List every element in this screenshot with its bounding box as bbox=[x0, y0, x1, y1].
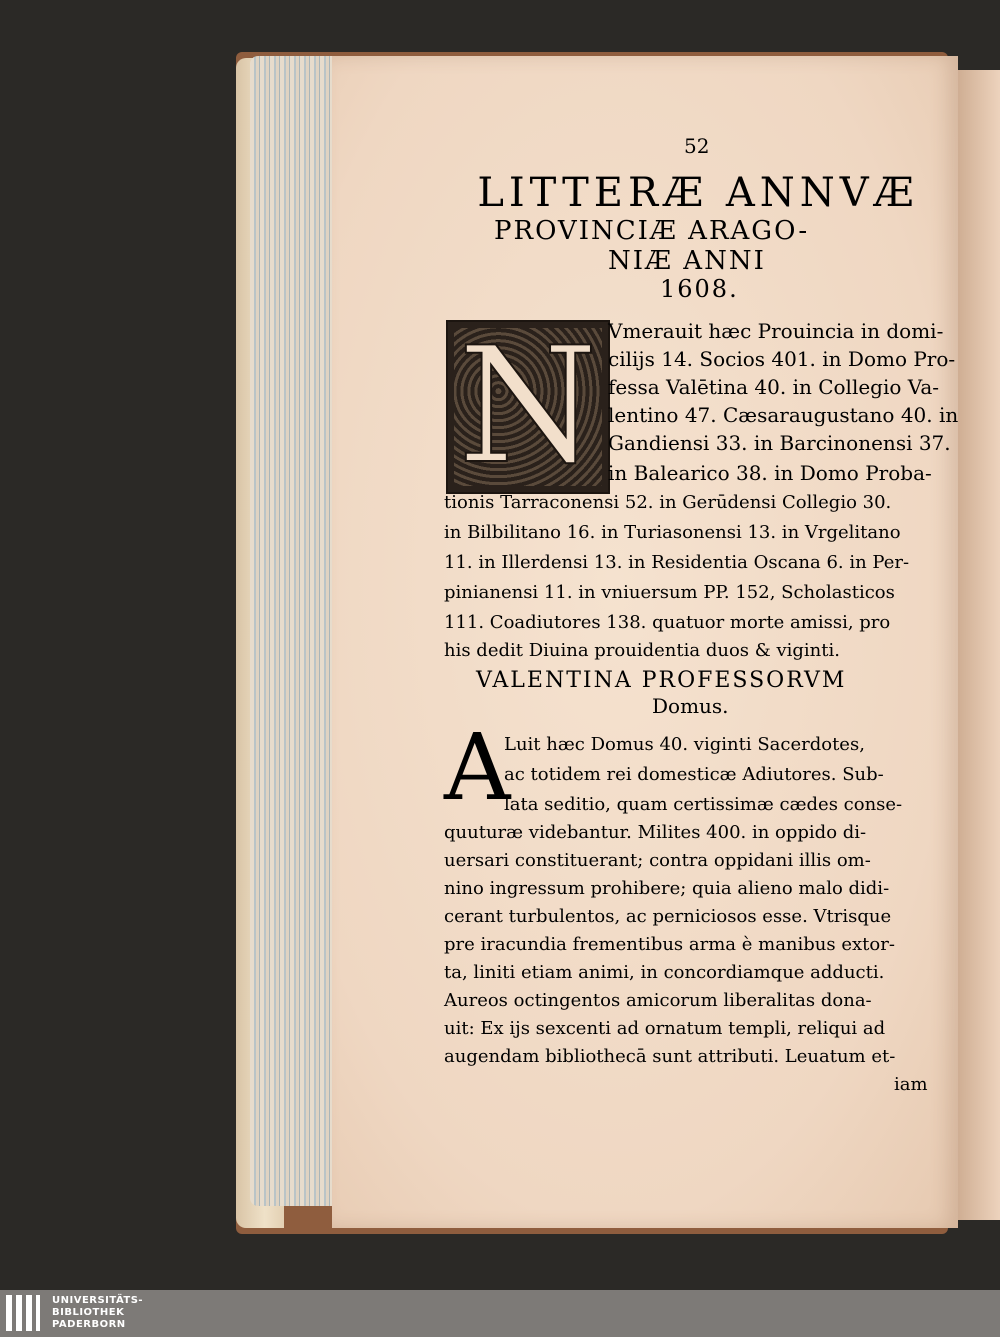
text-line: pre iracundia frementibus arma è manibus extor- bbox=[444, 934, 895, 955]
section-heading: VALENTINA PROFESSORVM bbox=[476, 668, 847, 693]
ornamental-drop-cap bbox=[446, 312, 610, 499]
text-line: 11. in Illerdensi 13. in Residentia Oscana 6. in Per- bbox=[444, 552, 910, 573]
section-heading-sub: Domus. bbox=[652, 694, 729, 718]
text-line: ta, liniti etiam animi, in concordiamque adducti. bbox=[444, 962, 885, 983]
title-line-1: LITTERÆ ANNVÆ bbox=[477, 170, 919, 216]
drop-cap-letter: N bbox=[458, 312, 598, 499]
page-number: 52 bbox=[684, 134, 710, 158]
text-line: Aureos octingentos amicorum liberalitas dona- bbox=[444, 990, 872, 1011]
text-line: in Balearico 38. in Domo Proba- bbox=[608, 461, 932, 485]
title-line-4: 1608. bbox=[660, 275, 739, 303]
text-line: Vmerauit hæc Prouincia in domi- bbox=[608, 319, 944, 343]
text-line: cerant turbulentos, ac perniciosos esse. Vtrisque bbox=[444, 906, 892, 927]
library-logo-text bbox=[52, 1295, 143, 1331]
text-line: quuturæ videbantur. Milites 400. in oppido di- bbox=[444, 822, 867, 843]
title-line-3: NIÆ ANNI bbox=[608, 246, 766, 276]
text-line: pinianensi 11. in vniuersum PP. 152, Scholasticos bbox=[444, 582, 895, 603]
text-line: cilijs 14. Socios 401. in Domo Pro- bbox=[608, 347, 956, 371]
catchword: iam bbox=[894, 1074, 928, 1095]
text-line: tionis Tarraconensi 52. in Gerūdensi Collegio 30. bbox=[444, 492, 892, 513]
text-line: his dedit Diuina prouidentia duos & viginti. bbox=[444, 640, 840, 661]
text-line: Gandiensi 33. in Barcinonensi 37. bbox=[608, 431, 951, 455]
text-line: 111. Coadiutores 138. quatuor morte amissi, pro bbox=[444, 612, 891, 633]
text-line: in Bilbilitano 16. in Turiasonensi 13. in Vrgelitano bbox=[444, 522, 901, 543]
text-line: augendam bibliothecā sunt attributi. Leuatum et- bbox=[444, 1046, 896, 1067]
library-footer-bar bbox=[0, 1290, 1000, 1337]
facing-page-edge bbox=[958, 70, 1000, 1220]
logo-line: BIBLIOTHEK bbox=[52, 1307, 125, 1318]
text-line: ac totidem rei domesticæ Adiutores. Sub- bbox=[504, 764, 884, 785]
text-line: fessa Valētina 40. in Collegio Va- bbox=[608, 375, 940, 399]
text-line: Luit hæc Domus 40. viginti Sacerdotes, bbox=[504, 734, 865, 755]
text-line: uit: Ex ijs sexcenti ad ornatum templi, reliqui ad bbox=[444, 1018, 886, 1039]
title-line-2: PROVINCIÆ ARAGO- bbox=[494, 216, 810, 246]
logo-line: UNIVERSITÄTS- bbox=[52, 1295, 144, 1306]
logo-line: PADERBORN bbox=[52, 1319, 126, 1330]
drop-cap-a: A bbox=[444, 714, 511, 821]
text-line: lata seditio, quam certissimæ cædes conse- bbox=[504, 794, 903, 815]
text-line: lentino 47. Cæsaraugustano 40. in bbox=[608, 403, 959, 427]
text-line: nino ingressum prohibere; quia alieno malo didi- bbox=[444, 878, 890, 899]
library-logo-icon bbox=[6, 1295, 44, 1331]
text-line: uersari constituerant; contra oppidani illis om- bbox=[444, 850, 871, 871]
